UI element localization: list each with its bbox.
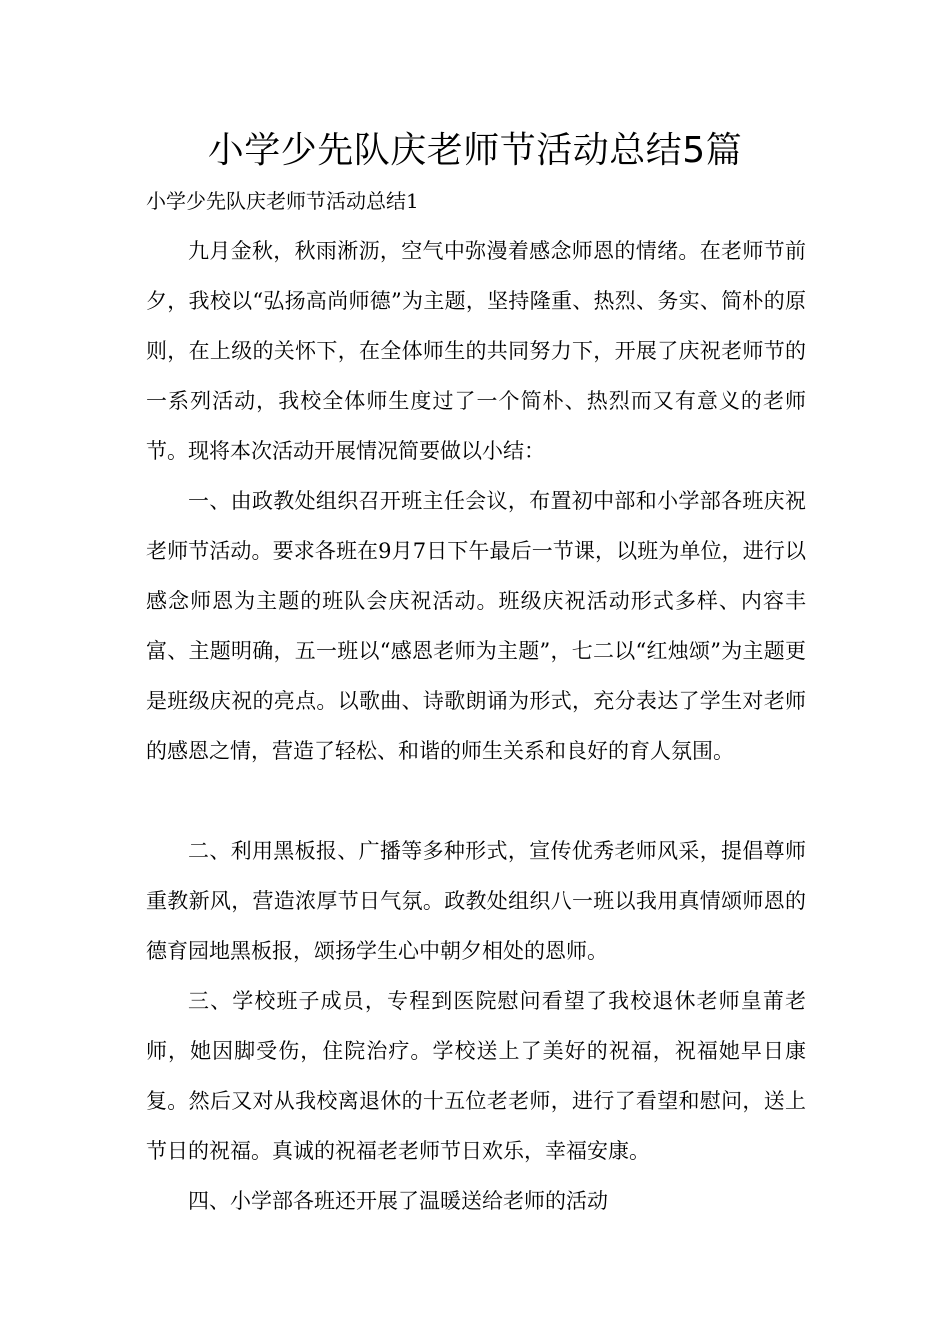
paragraph-item-1: 一、由政教处组织召开班主任会议，布置初中部和小学部各班庆祝老师节活动。要求各班在9月7日下午最后一节课，以班为单位，进行以感念师恩为主题的班队会庆祝活动。班级庆祝活动形式多样、内容丰富、主题明确，五一班以“感恩老师为主题”，七二以“红烛颂”为主题更是班级庆祝的亮点。以歌曲、诗歌朗诵为形式，充分表达了学生对老师的感恩之情，营造了轻松、和谐的师生关系和良好的育人氛围。 [146, 489, 806, 763]
paragraph-item-2: 二、利用黑板报、广播等多种形式，宣传优秀老师风采，提倡尊师重教新风，营造浓厚节日气氛。政教处组织八一班以我用真情颂师恩的德育园地黑板报，颂扬学生心中朝夕相处的恩师。 [146, 839, 806, 963]
paragraph-intro: 九月金秋，秋雨淅沥，空气中弥漫着感念师恩的情绪。在老师节前夕，我校以“弘扬高尚师德”为主题，坚持隆重、热烈、务实、简朴的原则，在上级的关怀下，在全体师生的共同努力下，开展了庆祝老师节的一系列活动，我校全体师生度过了一个简朴、热烈而又有意义的老师节。现将本次活动开展情况简要做以小结： [146, 239, 806, 463]
document-title: 小学少先队庆老师节活动总结5篇 [207, 130, 743, 171]
paragraph-item-4: 四、小学部各班还开展了温暖送给老师的活动 [188, 1189, 608, 1213]
section-subtitle: 小学少先队庆老师节活动总结1 [146, 189, 419, 213]
paragraph-item-3: 三、学校班子成员，专程到医院慰问看望了我校退休老师皇莆老师，她因脚受伤，住院治疗。学校送上了美好的祝福，祝福她早日康复。然后又对从我校离退休的十五位老老师，进行了看望和慰问，送上节日的祝福。真诚的祝福老老师节日欢乐，幸福安康。 [146, 989, 806, 1163]
